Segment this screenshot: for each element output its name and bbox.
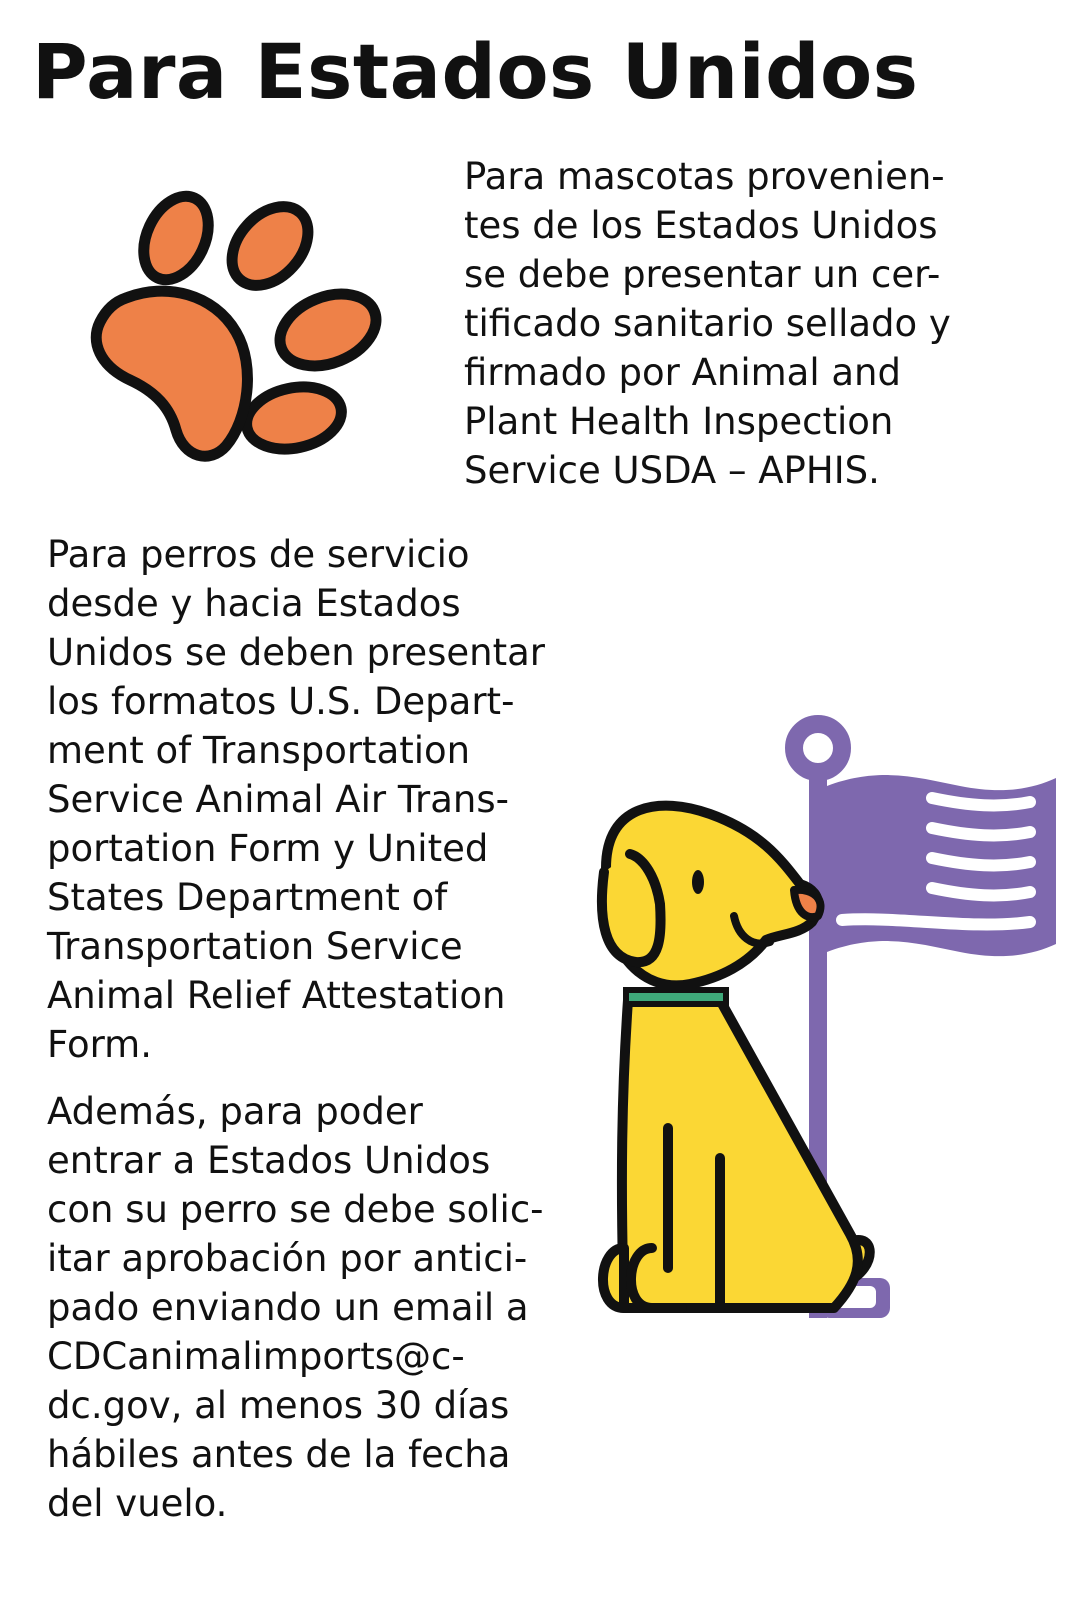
sitting-dog-icon: [580, 708, 1060, 1338]
paw-pad: [96, 291, 247, 456]
paw-toe: [241, 379, 347, 458]
paw-toe: [217, 192, 323, 300]
dog-with-flag-illustration: [580, 708, 1060, 1338]
service-dog-forms-paragraph: Para perros de servicio desde y hacia Estados Unidos se deben presentar los formatos U.S. Depart- ment of Transportation Service Animal Air Trans- portation Form y United States Department of Transportation Service Animal Relief Attestation Form.: [47, 533, 546, 1066]
paw-print-icon: [86, 186, 386, 470]
page-title: Para Estados Unidos: [32, 27, 919, 116]
usda-aphis-paragraph: Para mascotas provenien- tes de los Estados Unidos se debe presentar un cer- tificado sanitario sellado y firmado por Animal and Plant Health Inspection Service USDA – APHIS.: [464, 155, 951, 492]
paw-toe: [269, 281, 386, 380]
cdc-approval-paragraph: Además, para poder entrar a Estados Unidos con su perro se debe solic- itar aprobación por antici- pado enviando un email a CDCanimalimports@c- dc.gov, al menos 30 días hábiles antes de la fecha del vuelo.: [47, 1090, 544, 1525]
paw-toe: [131, 186, 221, 290]
